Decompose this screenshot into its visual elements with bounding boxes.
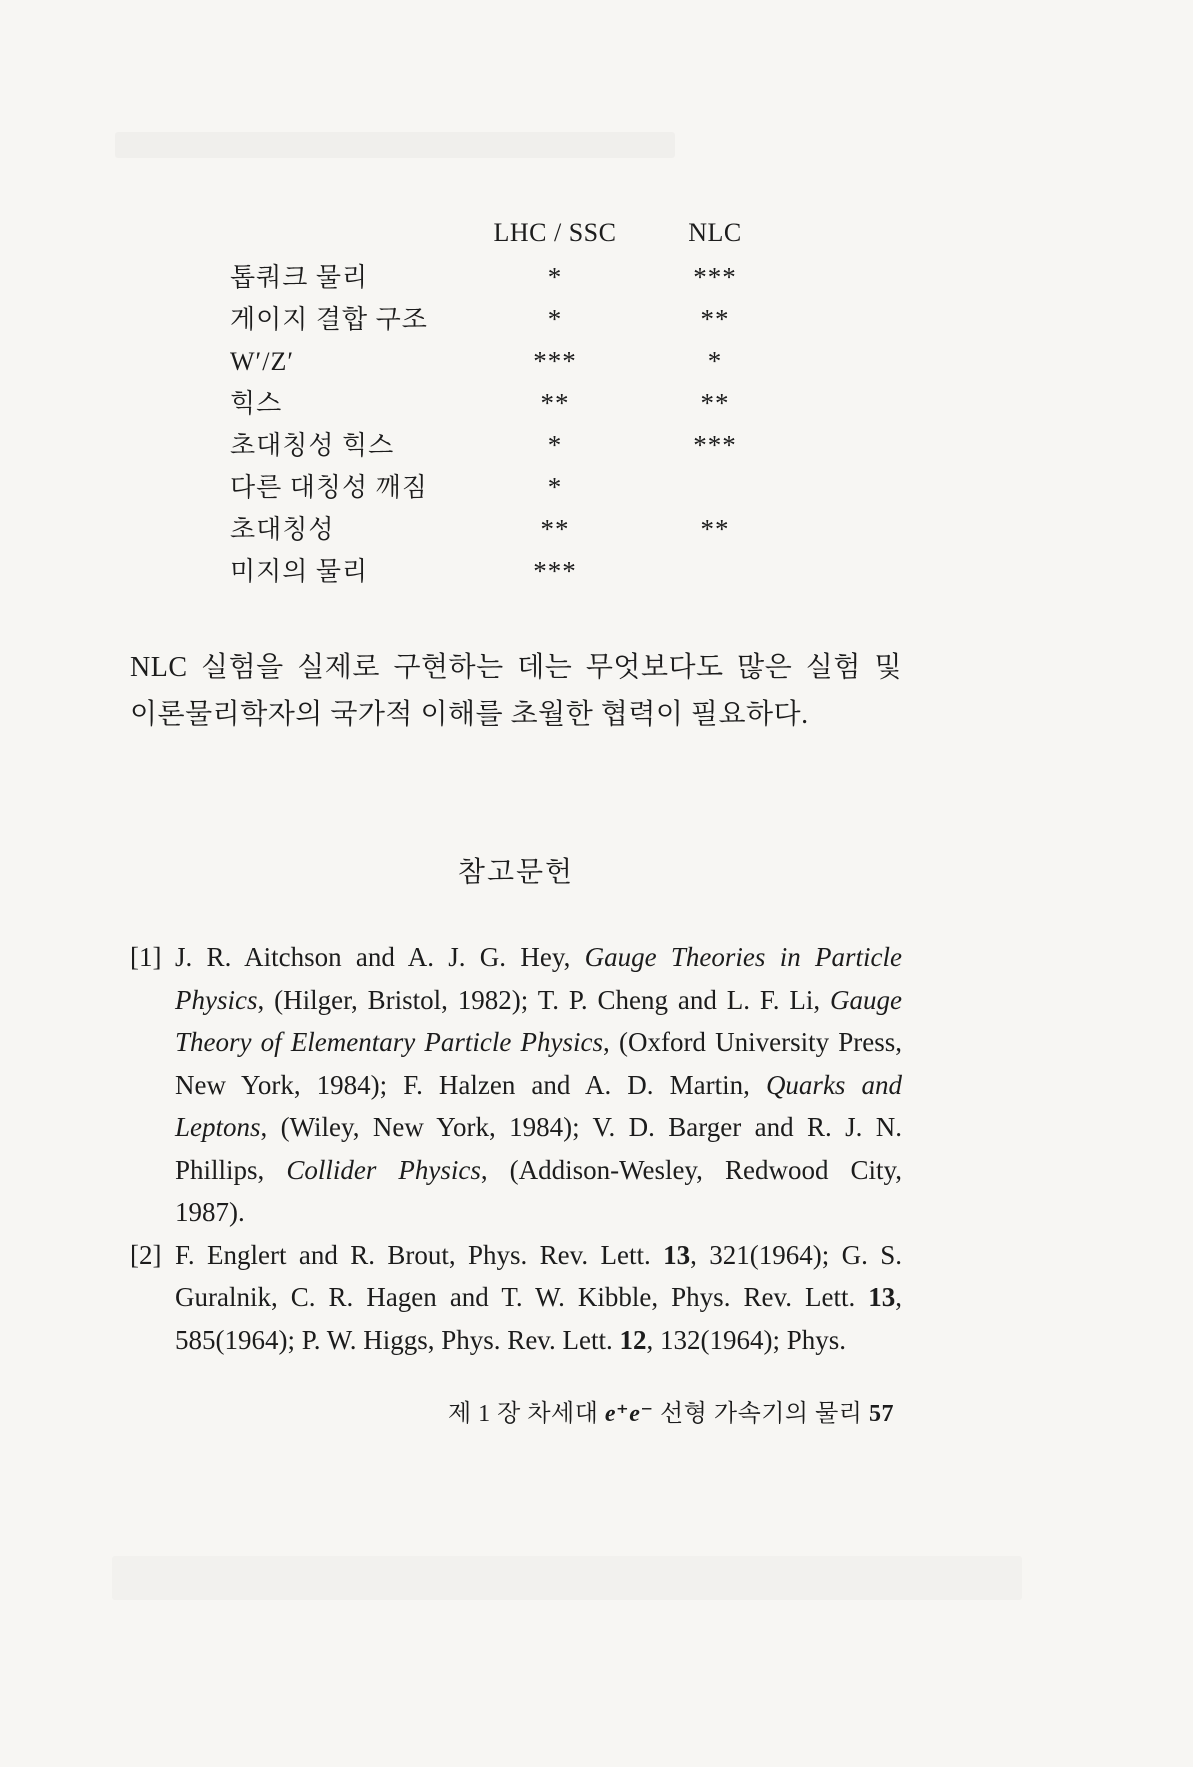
text-segment: Gauge Theory of Elementary Particle Physics (175, 984, 902, 1057)
table-row (130, 340, 902, 382)
column-header-lhc-ssc: LHC / SSC (493, 218, 617, 247)
lhc-ssc-rating: * (547, 304, 563, 334)
nlc-rating: ** (700, 304, 730, 334)
lhc-ssc-rating: * (547, 472, 563, 502)
row-label: 미지의 물리 (230, 557, 369, 586)
nlc-rating: ** (700, 388, 730, 418)
row-label: 힉스 (230, 389, 283, 418)
text-segment: , (Oxford University Press, New York, 1984); F. Halzen and A. D. Martin, (175, 1027, 902, 1100)
table-row (130, 382, 902, 424)
lhc-ssc-rating: * (547, 262, 563, 292)
table-row (130, 550, 902, 592)
column-header-nlc: NLC (688, 218, 742, 247)
text-segment: , (Hilger, Bristol, 1982); T. P. Cheng and L. F. Li, (257, 984, 831, 1015)
text-segment: 12 (619, 1324, 647, 1355)
nlc-rating: ** (700, 514, 730, 544)
footer-text (448, 1401, 894, 1427)
text-segment: , (Wiley, New York, 1984); V. D. Barger and R. J. N. Phillips, (175, 1112, 902, 1185)
text-segment: , 585(1964); P. W. Higgs, Phys. Rev. Lett. (175, 1282, 902, 1355)
nlc-rating: *** (693, 430, 737, 460)
text-segment: F. Englert and R. Brout, Phys. Rev. Lett. (175, 1239, 664, 1270)
row-label: 초대칭성 힉스 (230, 431, 395, 460)
text-segment: Quarks and Leptons (175, 1069, 903, 1142)
row-label: 다른 대칭성 깨짐 (230, 473, 428, 502)
table-header-row (130, 210, 902, 256)
reference-entry (130, 936, 902, 1234)
table-row (130, 466, 902, 508)
reference-number: [2] (130, 1239, 162, 1270)
row-label: 톱쿼크 물리 (230, 263, 369, 292)
page-content (130, 0, 902, 1428)
row-label: W′/Z′ (230, 347, 295, 376)
text-segment: , 321(1964); G. S. Guralnik, C. R. Hagen and T. W. Kibble, Phys. Rev. Lett. (175, 1239, 902, 1312)
table-row (130, 256, 902, 298)
text-segment: 13 (663, 1239, 691, 1270)
row-label: 게이지 결합 구조 (230, 305, 428, 334)
body-paragraph: NLC 실험을 실제로 구현하는 데는 무엇보다도 많은 실험 및 이론물리학자의 국가적 이해를 초월한 협력이 필요하다. (130, 652, 902, 730)
lhc-ssc-rating: ** (540, 388, 570, 418)
table-row (130, 424, 902, 466)
reference-list (130, 936, 902, 1361)
page-footer (130, 1393, 902, 1428)
lhc-ssc-rating: * (547, 430, 563, 460)
reference-entry (130, 1234, 902, 1362)
lhc-ssc-rating: *** (533, 556, 577, 586)
text-segment: e⁺e⁻ (604, 1401, 654, 1427)
text-segment: 선형 가속기의 물리 (653, 1401, 869, 1427)
row-label: 초대칭성 (230, 515, 335, 544)
text-segment: 제 1 장 차세대 (447, 1401, 605, 1427)
collider-comparison-table (130, 0, 902, 592)
text-segment: , 132(1964); Phys. (646, 1324, 847, 1355)
text-segment: 57 (869, 1401, 894, 1427)
scan-artifact-bottom (112, 1556, 1022, 1600)
references-heading: 참고문헌 (457, 857, 575, 888)
nlc-rating: *** (693, 262, 737, 292)
text-segment: Gauge Theories in Particle Physics (175, 942, 902, 1015)
lhc-ssc-rating: *** (533, 346, 577, 376)
reference-number: [1] (130, 942, 162, 972)
lhc-ssc-rating: ** (540, 514, 570, 544)
text-segment: J. R. Aitchson and A. J. G. Hey, (175, 942, 585, 972)
table-row (130, 508, 902, 550)
table-body (130, 256, 902, 592)
table-row (130, 298, 902, 340)
text-segment: 13 (868, 1282, 896, 1312)
text-segment: Collider Physics (286, 1154, 481, 1185)
text-segment: , (Addison-Wesley, Redwood City, 1987). (175, 1154, 903, 1227)
nlc-rating: * (707, 346, 723, 376)
